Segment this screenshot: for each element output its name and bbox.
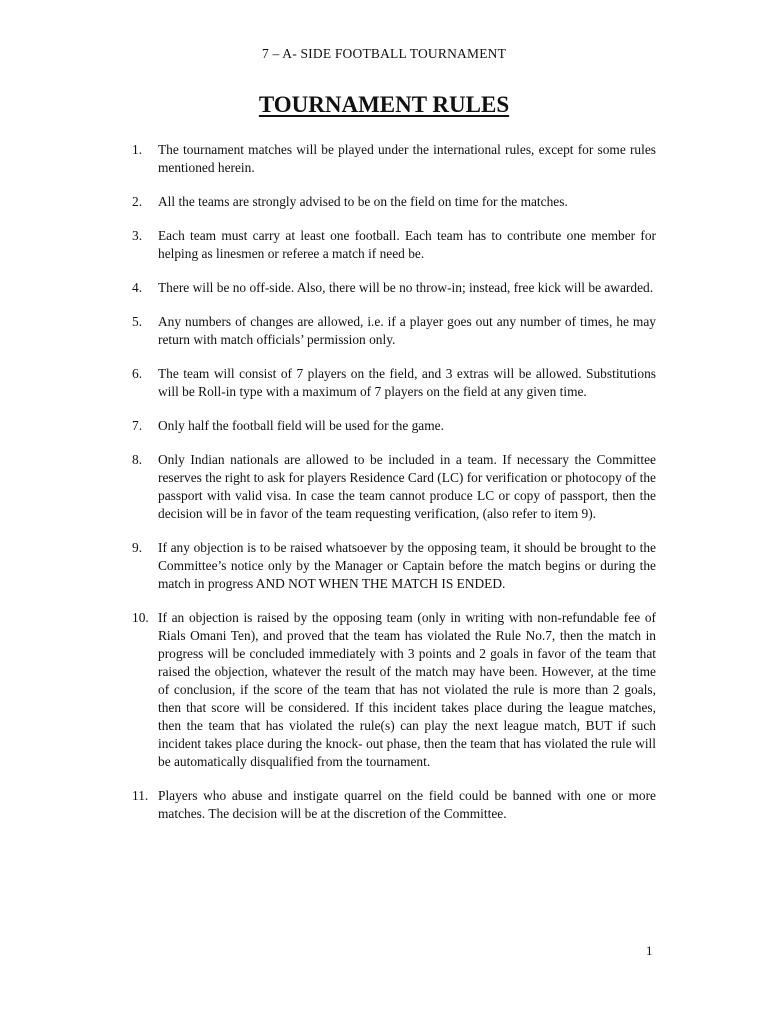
rule-text: Only Indian nationals are allowed to be included in a team. If necessary the Committee reserves the right to ask for players Residence Card (LC) for verification or photocopy of the passport with valid visa. In case the team cannot produce LC or copy of passport, then the decision will be in favor of the team requesting verification, (also refer to item 9). (158, 452, 656, 521)
rule-number: 5. (132, 314, 143, 329)
rule-number: 3. (132, 228, 143, 243)
document-header: 7 – A- SIDE FOOTBALL TOURNAMENT (261, 46, 507, 61)
rule-number: 10. (132, 610, 149, 625)
rule-item (132, 417, 656, 435)
rule-item (132, 609, 656, 771)
rule-text: Players who abuse and instigate quarrel on the field could be banned with one or more matches. The decision will be at the discretion of the Committee. (158, 788, 656, 821)
page-number: 1 (646, 943, 653, 958)
rules-list (132, 141, 656, 839)
rule-number: 7. (132, 418, 143, 433)
rule-item (132, 141, 656, 177)
rule-number: 8. (132, 452, 143, 467)
page-title (0, 92, 768, 118)
rule-number: 1. (132, 142, 143, 157)
rule-number: 4. (132, 280, 143, 295)
rule-text: The team will consist of 7 players on the field, and 3 extras will be allowed. Substitutions will be Roll-in type with a maximum of 7 players on the field at any given time. (158, 366, 656, 399)
rule-text: If an objection is raised by the opposing team (only in writing with non-refundable fee of Rials Omani Ten), and proved that the team has violated the Rule No.7, then the match in progress will be concluded immediately with 3 points and 2 goals in favor of the team that raised the objection, whatever the result of the match may have been. However, at the time of conclusion, if the score of the team that has not violated the rule is more than 2 goals, then that score will be considered. If this incident takes place during the league matches, then the team that has violated the rule(s) can play the next league match, BUT if such incident takes place during the knock- out phase, then the team that has violated the rule will be automatically disqualified from the tournament. (158, 610, 656, 769)
rule-item (132, 451, 656, 523)
rule-item (132, 539, 656, 593)
rule-item (132, 313, 656, 349)
rule-item (132, 279, 656, 297)
rule-number: 11. (132, 788, 149, 803)
rule-text: Each team must carry at least one football. Each team has to contribute one member for helping as linesmen or referee a match if need be. (158, 228, 656, 261)
rule-text: There will be no off-side. Also, there will be no throw-in; instead, free kick will be awarded. (158, 280, 654, 295)
page-title-text: TOURNAMENT RULES (258, 92, 510, 117)
rule-text: Any numbers of changes are allowed, i.e. if a player goes out any number of times, he may return with match officials’ permission only. (158, 314, 656, 347)
rule-item (132, 227, 656, 263)
rule-text: Only half the football field will be used for the game. (158, 418, 444, 433)
rule-text: All the teams are strongly advised to be on the field on time for the matches. (158, 194, 568, 209)
rule-item (132, 787, 656, 823)
rule-item (132, 365, 656, 401)
rule-number: 6. (132, 366, 143, 381)
rule-number: 2. (132, 194, 143, 209)
rule-text: If any objection is to be raised whatsoever by the opposing team, it should be brought to the Committee’s notice only by the Manager or Captain before the match begins or during the match in progress AND NOT WHEN THE MATCH IS ENDED. (158, 540, 656, 591)
rule-text: The tournament matches will be played under the international rules, except for some rules mentioned herein. (158, 142, 656, 175)
rule-number: 9. (132, 540, 143, 555)
rule-item (132, 193, 656, 211)
